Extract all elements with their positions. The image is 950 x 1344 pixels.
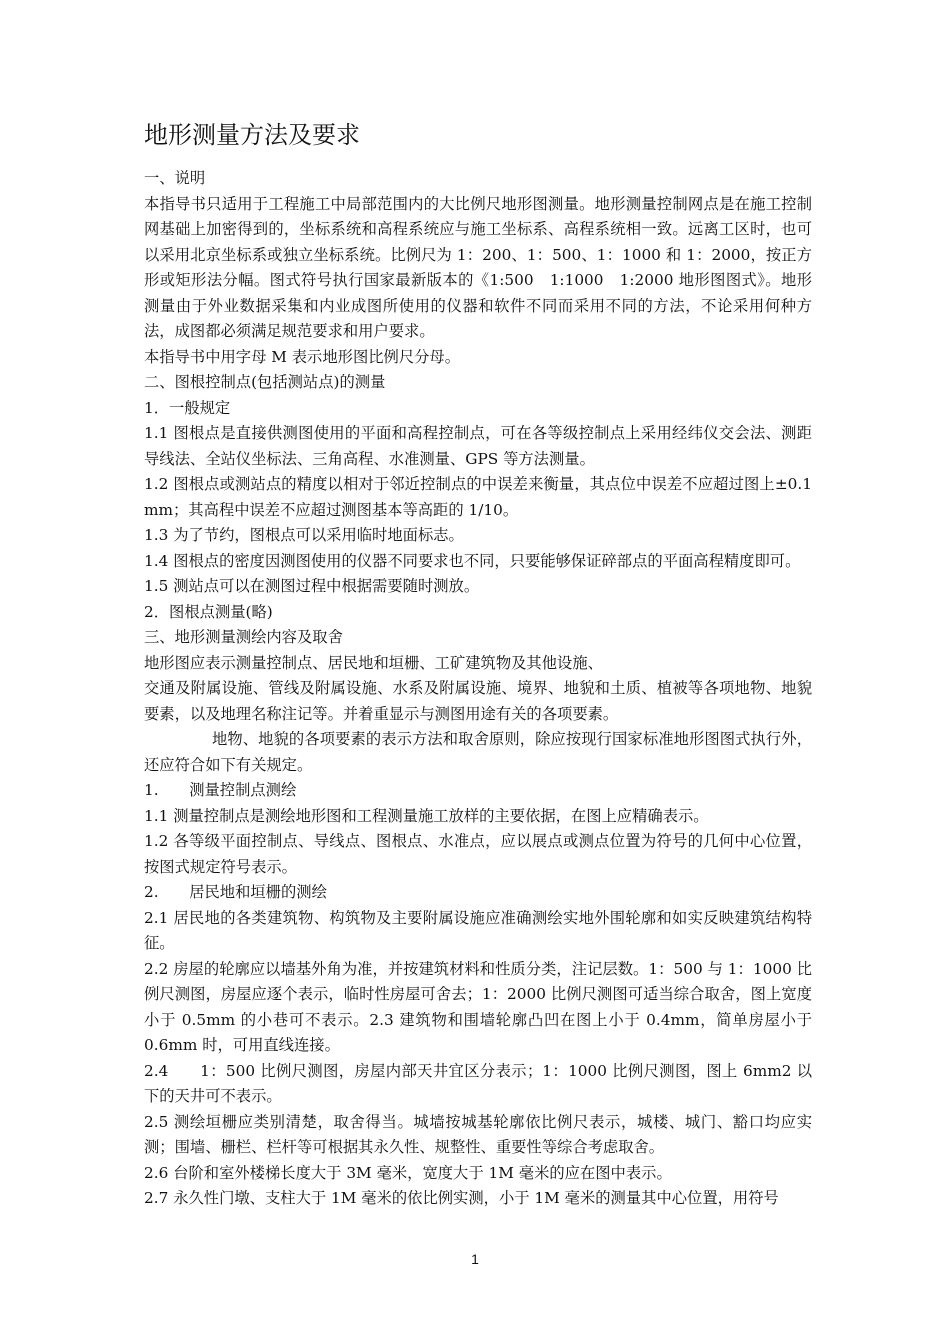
subsection-heading: 2. 居民地和垣栅的测绘 [144,883,327,901]
paragraph: 本指导书中用字母 M 表示地形图比例尺分母。 [144,347,461,366]
paragraph: 1.1 测量控制点是测绘地形图和工程测量施工放样的主要依据，在图上应精确表示。 [144,806,709,825]
paragraph: 2.6 台阶和室外楼梯长度大于 3M 毫米，宽度大于 1M 毫米的应在图中表示。 [144,1163,672,1182]
paragraph: 1.2 图根点或测站点的精度以相对于邻近控制点的中误差来衡量，其点位中误差不应超过图上±0.1 mm；其高程中误差不应超过测图基本等高距的 1/10。 [144,475,812,519]
paragraph: 2.2 房屋的轮廓应以墙基外角为准，并按建筑材料和性质分类，注记层数。1：500 与 1：1000 比例尺测图，房屋应逐个表示，临时性房屋可舍去；1：2000 比例尺测图可适当综合取舍，图上宽度小于 0.5mm 的小巷可不表示。2.3 建筑物和围墙轮廓凸凹在图上小于 0.4mm，简单房屋小于 0.6mm 时，可用直线连接。 [144,959,812,1054]
paragraph: 地物、地貌的各项要素的表示方法和取舍原则，除应按现行国家标准地形图图式执行外，还应符合如下有关规定。 [144,730,812,774]
document-title: 地形测量方法及要求 [144,121,360,149]
paragraph: 2.7 永久性门墩、支柱大于 1M 毫米的依比例实测，小于 1M 毫米的测量其中心位置，用符号 [144,1189,779,1207]
paragraph: 本指导书只适用于工程施工中局部范围内的大比例尺地形图测量。地形测量控制网点是在施工控制网基础上加密得到的，坐标系统和高程系统应与施工坐标系、高程系统相一致。远离工区时，也可以采用北京坐标系或独立坐标系统。比例尺为 1：200、1：500、1：1000 和 1：2000，按正方形或矩形法分幅。图式符号执行国家最新版本的《1:500 1:1000 1:2000 地形图图式》。地形测量由于外业数据采集和内业成图所使用的仪器和软件不同而采用不同的方法，不论采用何种方法，成图都必须满足规范要求和用户要求。 [144,194,812,340]
subsection-heading: 2．图根点测量(略) [144,602,273,621]
section-heading: 一、说明 [144,169,206,187]
subsection-heading: 1．一般规定 [144,398,231,417]
paragraph: 1.4 图根点的密度因测图使用的仪器不同要求也不同，只要能够保证碎部点的平面高程精度即可。 [144,551,801,570]
paragraph: 交通及附属设施、管线及附属设施、水系及附属设施、境界、地貌和土质、植被等各项地物、地貌要素，以及地理名称注记等。并着重显示与测图用途有关的各项要素。 [144,679,812,723]
paragraph: 1.5 测站点可以在测图过程中根据需要随时测放。 [144,577,480,595]
subsection-heading: 1. 测量控制点测绘 [144,781,297,799]
paragraph: 1.2 各等级平面控制点、导线点、图根点、水准点，应以展点或测点位置为符号的几何中心位置，按图式规定符号表示。 [144,832,812,876]
paragraph: 2.5 测绘垣栅应类别清楚，取舍得当。城墙按城基轮廓依比例尺表示，城楼、城门、豁口均应实测；围墙、栅栏、栏杆等可根据其永久性、规整性、重要性等综合考虑取舍。 [144,1112,812,1156]
section-heading: 三、地形测量测绘内容及取舍 [144,628,343,646]
paragraph: 2.4 1：500 比例尺测图，房屋内部天井宜区分表示；1：1000 比例尺测图，图上 6mm2 以下的天井可不表示。 [144,1061,812,1105]
page-number: 1 [471,1251,479,1267]
document-body [144,166,812,1212]
paragraph: 2.1 居民地的各类建筑物、构筑物及主要附属设施应准确测绘实地外围轮廓和如实反映建筑结构特征。 [144,908,812,952]
paragraph: 1.1 图根点是直接供测图使用的平面和高程控制点，可在各等级控制点上采用经纬仪交会法、测距导线法、全站仪坐标法、三角高程、水准测量、GPS 等方法测量。 [144,424,812,468]
section-heading: 二、图根控制点(包括测站点)的测量 [144,373,386,391]
paragraph: 1.3 为了节约，图根点可以采用临时地面标志。 [144,526,464,544]
paragraph: 地形图应表示测量控制点、居民地和垣栅、工矿建筑物及其他设施、 [144,653,603,672]
